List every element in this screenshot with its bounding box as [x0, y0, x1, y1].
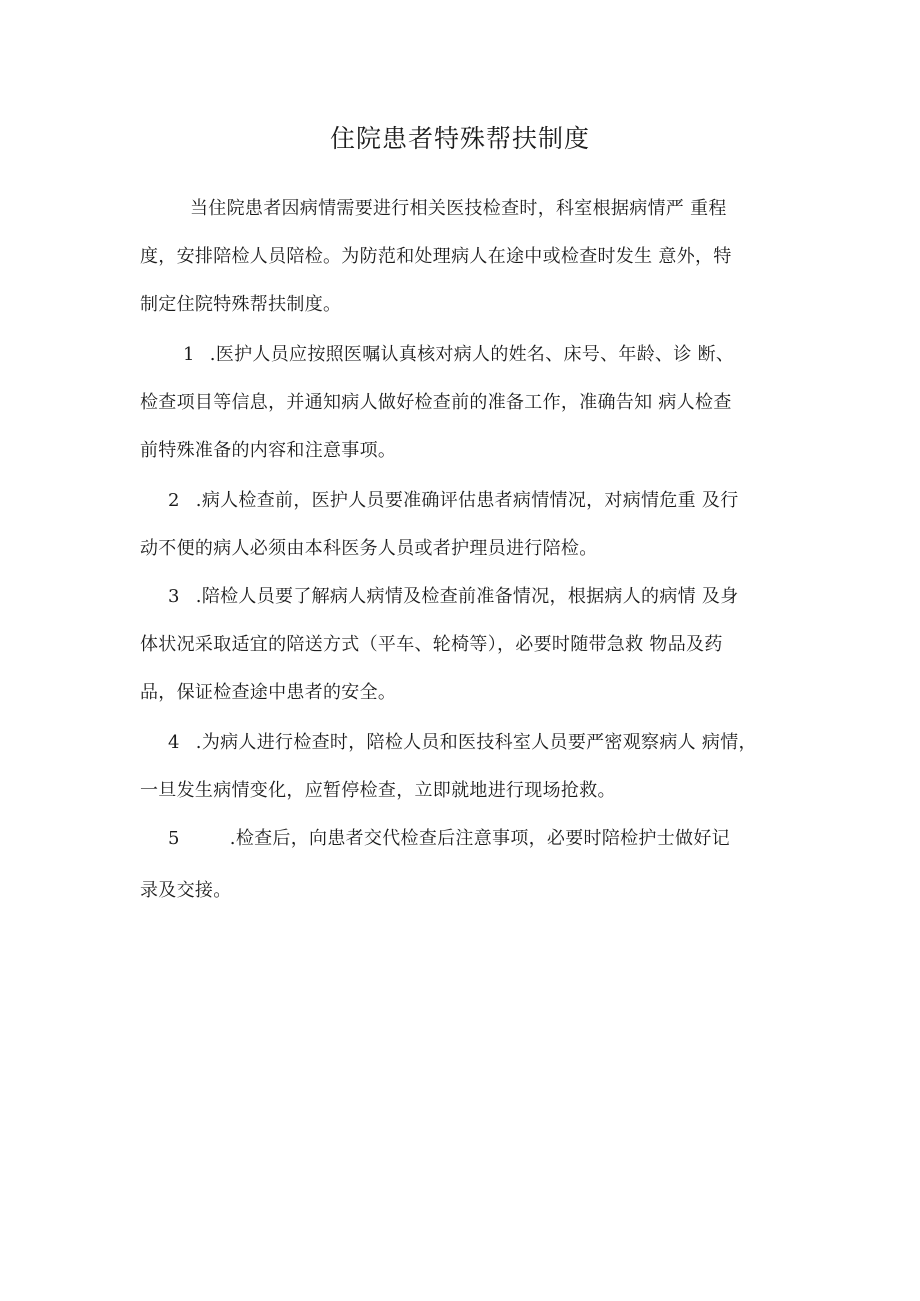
intro-line-1: 当住院患者因病情需要进行相关医技检查时，科室根据病情严 重程	[190, 198, 727, 219]
list-item-number: 1	[183, 344, 195, 365]
list-item-2-first-line	[168, 488, 739, 514]
list-item-5-first-line	[168, 826, 730, 852]
list-item-3-line-3: 品，保证检查途中患者的安全。	[140, 682, 397, 703]
list-item-5-line-2: 录及交接。	[140, 880, 232, 901]
list-item-2-line-2: 动不便的病人必须由本科医务人员或者护理员进行陪检。	[140, 538, 598, 559]
list-item-1-first-line	[183, 342, 734, 368]
list-item-3-first-line	[168, 584, 739, 610]
list-item-text: .医护人员应按照医嘱认真核对病人的姓名、床号、年龄、诊 断、	[209, 344, 735, 365]
list-item-text: .检查后，向患者交代检查后注意事项，必要时陪检护士做好记	[229, 828, 730, 849]
list-item-1-line-3: 前特殊准备的内容和注意事项。	[140, 440, 397, 461]
document-title: 住院患者特殊帮扶制度	[329, 124, 590, 153]
list-item-4-first-line	[168, 730, 757, 756]
list-item-text: .为病人进行检查时，陪检人员和医技科室人员要严密观察病人 病情，	[195, 732, 757, 753]
list-item-text: .陪检人员要了解病人病情及检查前准备情况，根据病人的病情 及身	[195, 586, 739, 607]
list-item-3-line-2: 体状况采取适宜的陪送方式（平车、轮椅等），必要时随带急救 物品及药	[140, 634, 723, 655]
intro-line-2: 度，安排陪检人员陪检。为防范和处理病人在途中或检查时发生 意外，特	[140, 246, 732, 267]
list-item-number: 5	[168, 828, 180, 849]
intro-line-3: 制定住院特殊帮扶制度。	[140, 294, 342, 315]
list-item-4-line-2: 一旦发生病情变化，应暂停检查，立即就地进行现场抢救。	[140, 780, 616, 801]
list-item-number: 3	[168, 586, 180, 607]
list-item-number: 2	[168, 490, 180, 511]
list-item-number: 4	[168, 732, 180, 753]
list-item-1-line-2: 检查项目等信息，并通知病人做好检查前的准备工作，准确告知 病人检查	[140, 392, 732, 413]
list-item-text: .病人检查前，医护人员要准确评估患者病情情况，对病情危重 及行	[195, 490, 739, 511]
